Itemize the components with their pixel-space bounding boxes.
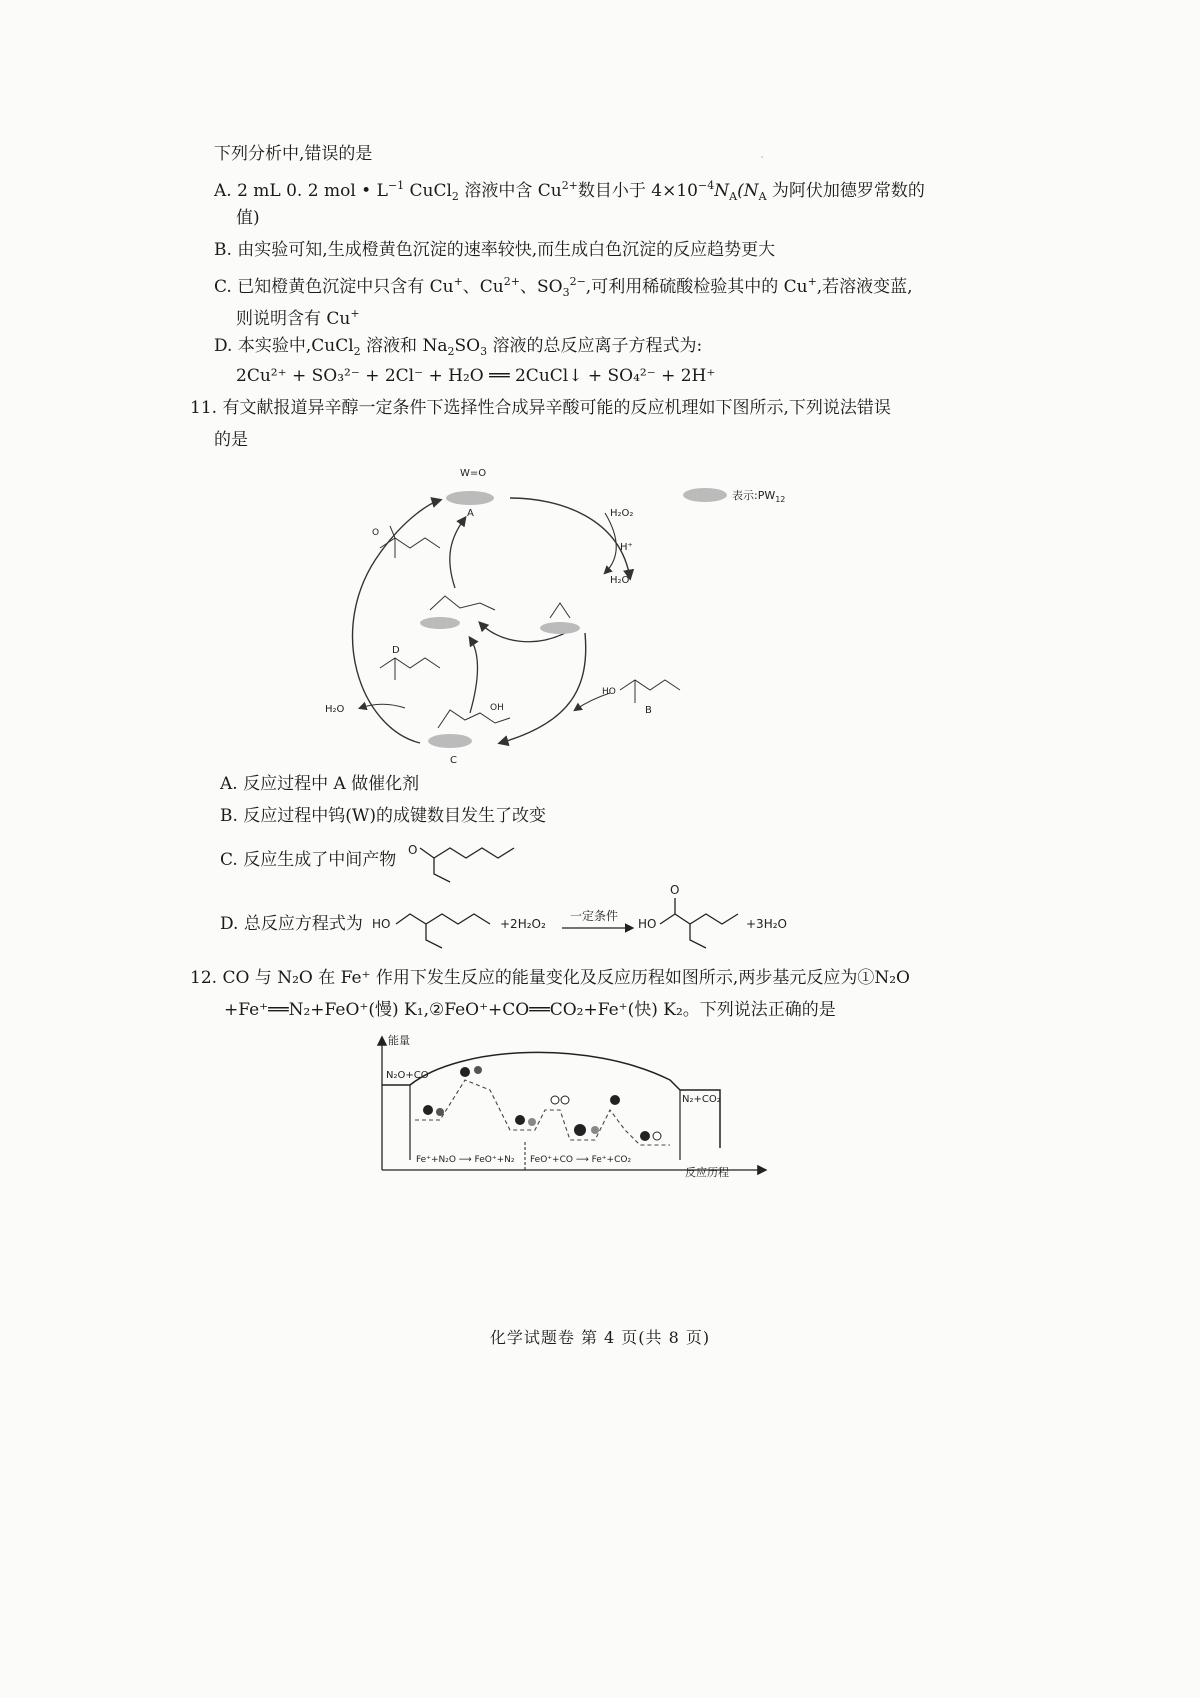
h2o-right-label: H₂O: [610, 575, 630, 586]
reaction-mechanism-figure: [320, 458, 840, 778]
q11-option-c: C. 反应生成了中间产物: [220, 850, 397, 870]
q11-option-d: D. 总反应方程式为: [220, 914, 363, 934]
q12-stem-line1: 12. CO 与 N₂O 在 Fe⁺ 作用下发生反应的能量变化及反应历程如图所示,两步基元反应为①N₂O: [190, 968, 910, 988]
product-ho-label: HO: [638, 917, 657, 931]
reactant-ho-label: HO: [372, 917, 391, 931]
step2-label: FeO⁺+CO ⟶ Fe⁺+CO₂: [530, 1155, 632, 1165]
q12-stem-line2: +Fe⁺══N₂+FeO⁺(慢) K₁,②FeO⁺+CO══CO₂+Fe⁺(快) K₂。下列说法正确的是: [224, 1000, 836, 1020]
catalyst-c-ellipse: [428, 734, 472, 748]
energy-profile-diagram: [370, 1030, 770, 1180]
legend-label: 表示$:PW_{12}$: [732, 489, 786, 504]
step1-label: Fe⁺+N₂O ⟶ FeO⁺+N₂: [416, 1155, 515, 1165]
water-label: +3H₂O: [746, 917, 787, 931]
q10-option-b: B. 由实验可知,生成橙黄色沉淀的速率较快,而生成白色沉淀的反应趋势更大: [214, 240, 776, 260]
ho-label: HO: [602, 687, 616, 697]
label-b: B: [645, 705, 652, 716]
product-acid: [660, 898, 738, 948]
o-label-acid: O: [372, 528, 380, 538]
legend-ellipse: [683, 488, 727, 502]
alcohol-molecule: [620, 680, 680, 703]
q11-option-a: A. 反应过程中 A 做催化剂: [220, 774, 420, 794]
q11-stem-line2: 的是: [214, 430, 248, 450]
label-c: C: [450, 755, 457, 766]
aldehyde-o-label: O: [408, 843, 418, 857]
hplus-label: H⁺: [620, 542, 633, 553]
q10-option-c-continued: 则说明含有 Cu+: [236, 307, 360, 329]
start-state-label: N₂O+CO: [386, 1070, 429, 1081]
h2o-left-label: H₂O: [325, 704, 345, 715]
aldehyde-molecule: [380, 658, 440, 680]
y-axis-label: 能量: [388, 1034, 410, 1047]
arrow-to-c: [500, 633, 586, 743]
q10-option-d: D. 本实验中,CuCl$_2$ 溶液和 $Na_2SO_3$ 溶液的总反应离子方程式为:: [214, 336, 703, 358]
reaction-pathway: [415, 1080, 670, 1145]
reagent-label: +2H₂O₂: [500, 917, 546, 931]
arrow-c-to-intermediate: [470, 638, 478, 713]
q10-equation: 2Cu²⁺ + SO₃²⁻ + 2Cl⁻ + H₂O ══ 2CuCl↓ + SO₄²⁻ + 2H⁺: [236, 366, 716, 386]
catalyst-intermediate-ellipse: [420, 617, 460, 629]
end-state-label: N₂+CO₂: [682, 1094, 721, 1105]
x-axis-label: 反应历程: [685, 1166, 729, 1179]
catalyst-peroxo-ellipse: [540, 622, 580, 634]
q11-option-b: B. 反应过程中钨(W)的成键数目发生了改变: [220, 806, 547, 826]
w-eq-o-label: W=O: [460, 468, 487, 479]
acid-molecule: [380, 526, 440, 558]
q10-stem: 下列分析中,错误的是: [214, 144, 373, 164]
h2o2-label: H₂O₂: [610, 508, 634, 519]
arrow-intermediate-to-a: [450, 518, 465, 588]
label-d: D: [392, 645, 400, 656]
q11-stem-line1: 11. 有文献报道异辛醇一定条件下选择性合成异辛酸可能的反应机理如下图所示,下列说法错误: [190, 398, 891, 418]
product-o-label: O: [670, 883, 680, 897]
q10-option-a-continued: 值): [236, 208, 260, 228]
catalyst-a-ellipse: [446, 491, 494, 505]
oh-label: OH: [490, 703, 504, 713]
overall-equation-figure: [370, 882, 790, 952]
condition-label: 一定条件: [570, 909, 619, 923]
q10-option-c: C. 已知橙黄色沉淀中只含有 Cu+、$Cu^{2+}$、$SO_3^{2-}$,可利用稀硫酸检验其中的 Cu+,若溶液变蓝,: [214, 275, 913, 299]
page-footer: 化学试题卷 第 4 页(共 8 页): [489, 1328, 711, 1347]
intermediate-aldehyde-structure: [406, 826, 556, 886]
bleed-through-text: ·: [760, 150, 765, 166]
label-a: A: [467, 508, 474, 519]
reactant-alcohol: [396, 914, 490, 948]
q10-option-a: A. 2 mL 0. 2 mol • $L^{-1}$ CuCl$_2$ 溶液中含 $Cu^{2+}$数目小于 $4\times 10^{-4}N_A(N_A$ 为阿伏加德罗常数的: [214, 179, 925, 203]
